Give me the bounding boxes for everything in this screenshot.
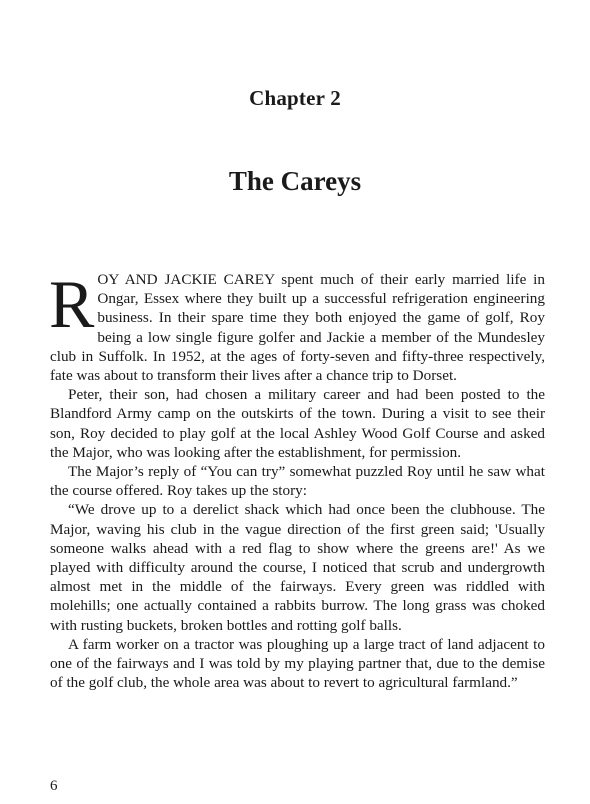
paragraph-1-text: OY AND JACKIE CAREY spent much of their early married life in Ongar, Essex where they built up a successful refrigeration engineering business. In their spare time they both enjoyed the game of golf, Roy being a low single figure golfer and Jackie a member of the Mundesley club in Suffolk. In 1952, at the ages of forty-seven and fifty-three respectively, fate was about to transform their lives after a chance trip to Dorset. [50,271,545,385]
page-number: 6 [50,778,58,794]
body-text [49,266,545,692]
chapter-label: Chapter 2 [249,86,341,110]
drop-cap: R [49,266,95,342]
paragraph-3: The Major’s reply of “You can try” somewhat puzzled Roy until he saw what the course offered. Roy takes up the story: [50,463,545,500]
paragraph-5: A farm worker on a tractor was ploughing up a large tract of land adjacent to one of the fairways and I was told by my playing partner that, due to the demise of the golf club, the whole area was about to revert to agricultural farmland.” [50,635,545,692]
paragraph-1 [49,266,545,385]
paragraph-4: “We drove up to a derelict shack which had once been the clubhouse. The Major, waving his club in the vague direction of the first green said; 'Usually someone walks ahead with a red flag to show where the greens are!' As we played with difficulty around the course, I noticed that scrub and undergrowth almost met in the middle of the fairways. Every green was riddled with molehills; one actually contained a rabbits burrow. The long grass was choked with rusting buckets, broken bottles and rotting golf balls. [50,501,545,634]
paragraph-2: Peter, their son, had chosen a military career and had been posted to the Blandford Army camp on the outskirts of the town. During a visit to see their son, Roy decided to play golf at the local Ashley Wood Golf Course and asked the Major, who was looking after the establishment, for permission. [50,386,545,461]
chapter-title: The Careys [228,166,362,196]
